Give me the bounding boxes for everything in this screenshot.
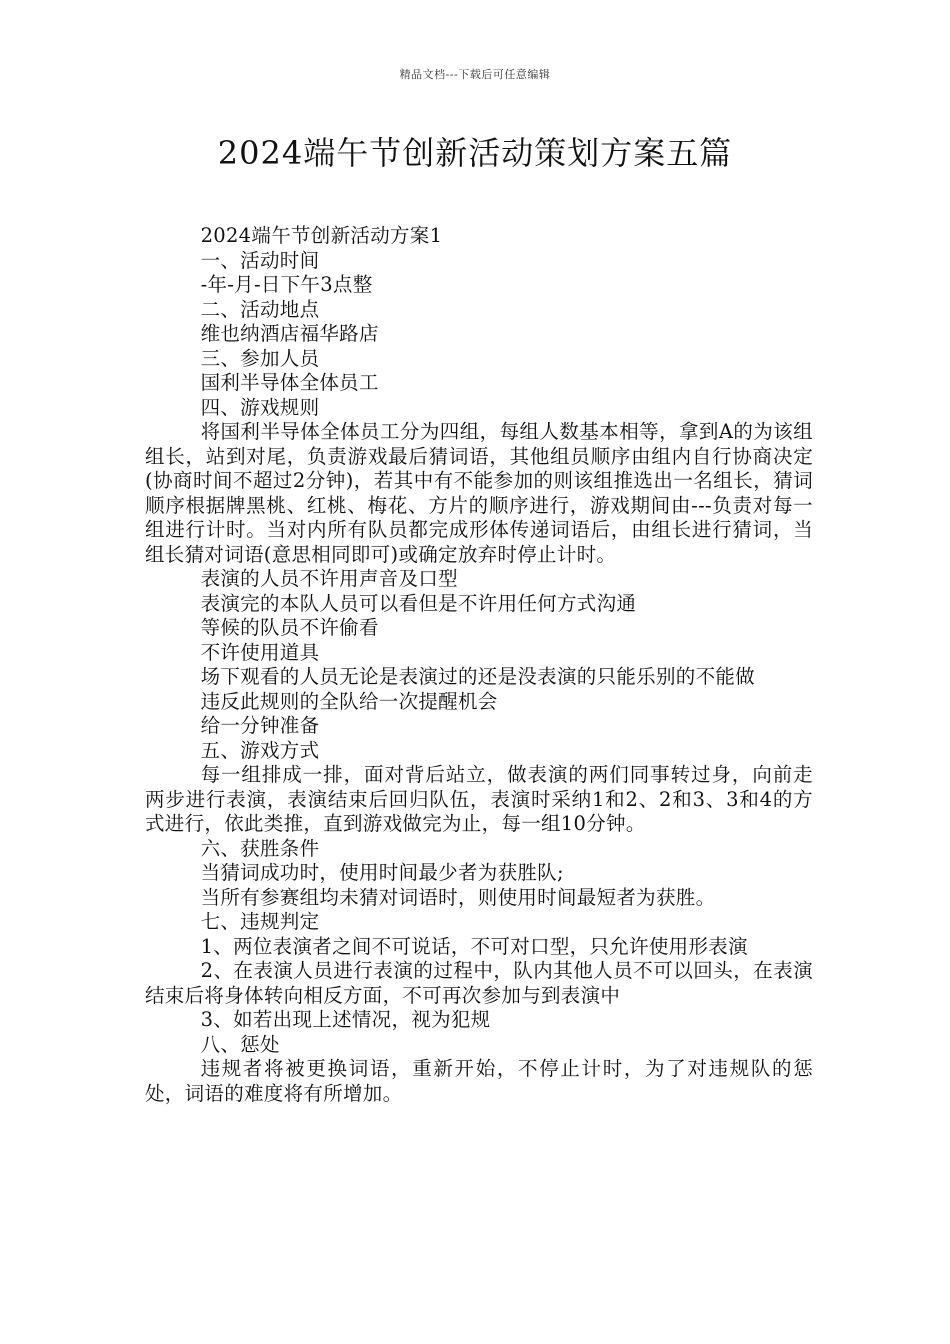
body-paragraph: 八、惩处 (200, 1032, 280, 1056)
body-paragraph: 国利半导体全体员工 (200, 371, 379, 394)
body-paragraph: 等候的队员不许偷看 (200, 616, 379, 639)
body-paragraph: 三、参加人员 (200, 346, 320, 370)
body-paragraph: 每一组排成一排，面对背后站立，做表演的两们同事转过身，向前走两步进行表演，表演结束后回归队伍，表演时采纳1和2、2和3、3和4的方式进行，依此类推，直到游戏做完为止，每一组10分钟。 (145, 763, 813, 835)
body-paragraph: 二、活动地点 (200, 297, 320, 321)
body-paragraph: 七、违规判定 (200, 910, 320, 933)
body-paragraph: 表演的人员不许用声音及口型 (200, 567, 458, 590)
body-paragraph: 违规者将被更换词语，重新开始，不停止计时，为了对违规队的惩处，词语的难度将有所增加。 (145, 1057, 813, 1105)
body-paragraph: 当所有参赛组均未猜对词语时，则使用时间最短者为获胜。 (200, 885, 716, 909)
body-paragraph: 五、游戏方式 (200, 738, 320, 762)
header-note: 精品文档---下载后可任意编辑 (399, 68, 551, 81)
body-paragraph: 一、活动时间 (200, 248, 320, 272)
body-paragraph: 四、游戏规则 (200, 395, 320, 419)
body-paragraph: 表演完的本队人员可以看但是不许用任何方式沟通 (200, 591, 637, 615)
body-paragraph: 给一分钟准备 (200, 714, 320, 737)
body-paragraph: 维也纳酒店福华路店 (200, 322, 379, 345)
body-paragraph: 2024端午节创新活动方案1 (200, 224, 443, 247)
document-body (145, 224, 813, 1106)
body-paragraph: 2、在表演人员进行表演的过程中，队内其他人员不可以回头，在表演结束后将身体转向相反方面，不可再次参加与到表演中 (145, 959, 813, 1007)
body-paragraph: 将国利半导体全体员工分为四组，每组人数基本相等，拿到A的为该组组长，站到对尾，负责游戏最后猜词语，其他组员顺序由组内自行协商决定(协商时间不超过2分钟)，若其中有不能参加的则该组推选出一名组长，猜词顺序根据牌黑桃、红桃、梅花、方片的顺序进行，游戏期间由---负责对每一组进行计时。当对内所有队员都完成形体传递词语后，由组长进行猜词，当组长猜对词语(意思相同即可)或确定放弃时停止计时。 (145, 420, 813, 566)
body-paragraph: 违反此规则的全队给一次提醒机会 (200, 689, 498, 713)
body-paragraph: 场下观看的人员无论是表演过的还是没表演的只能乐别的不能做 (200, 665, 755, 688)
body-paragraph: 1、两位表演者之间不可说话，不可对口型，只允许使用形表演 (200, 934, 748, 958)
document-title: 2024端午节创新活动策划方案五篇 (217, 134, 733, 172)
body-paragraph: 当猜词成功时，使用时间最少者为获胜队; (200, 861, 564, 884)
body-paragraph: 六、获胜条件 (200, 836, 320, 860)
body-paragraph: 3、如若出现上述情况，视为犯规 (200, 1008, 491, 1031)
body-paragraph: 不许使用道具 (200, 640, 320, 664)
body-paragraph: -年-月-日下午3点整 (200, 273, 373, 296)
